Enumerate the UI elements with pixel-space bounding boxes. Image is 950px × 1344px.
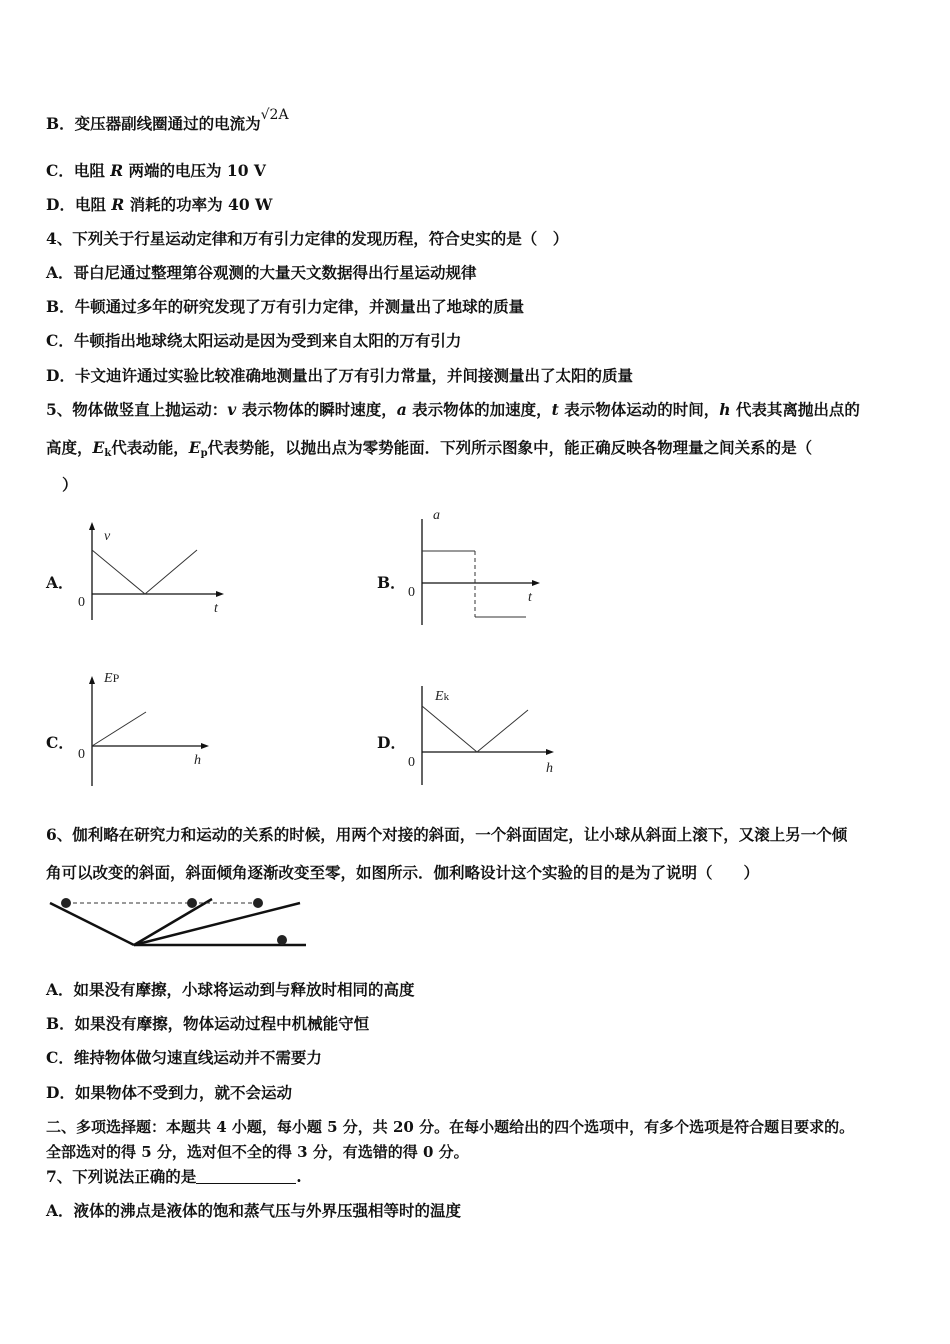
- option-label: B．: [46, 114, 75, 133]
- option-label: A．: [46, 263, 74, 282]
- var-h: h: [719, 400, 731, 419]
- q3-option-c: [46, 161, 266, 181]
- ball-horizontal: [277, 935, 287, 945]
- y-arrow-icon: [89, 522, 95, 530]
- q5-stem-line2: [46, 438, 812, 464]
- q6-stem-line2: 角可以改变的斜面，斜面倾角逐渐改变至零，如图所示．伽利略设计这个实验的目的是为了说明（ ）: [46, 863, 760, 882]
- q7-option-a: [46, 1201, 461, 1221]
- text: 表示物体的加速度，: [406, 400, 552, 419]
- subscript: k: [104, 448, 112, 459]
- option-text: 液体的沸点是液体的饱和蒸气压与外界压强相等时的温度: [73, 1201, 462, 1220]
- text: 高度，: [46, 438, 93, 457]
- y-label: a: [433, 508, 440, 523]
- q4-option-c: [46, 331, 461, 351]
- y-subscript: k: [443, 691, 450, 703]
- fixed-incline: [50, 903, 134, 945]
- option-text: 电阻: [73, 161, 111, 180]
- var-r: R: [110, 161, 124, 180]
- option-label: D．: [46, 195, 75, 214]
- origin-label: 0: [408, 585, 415, 600]
- text: 表示物体的瞬时速度，: [236, 400, 397, 419]
- svg-text:Ek: [434, 689, 450, 704]
- option-label: C．: [46, 331, 74, 350]
- x-label: h: [194, 753, 201, 768]
- text: 代表势能，以抛出点为零势能面．下列所示图象中，能正确反映各物理量之间关系的是（: [207, 438, 813, 457]
- option-label: B．: [46, 297, 75, 316]
- steep-incline: [134, 899, 212, 945]
- text: 7、下列说法正确的是: [46, 1167, 197, 1186]
- y-label: v: [104, 529, 111, 544]
- q6-option-a: [46, 980, 415, 1000]
- x-label: h: [546, 761, 553, 776]
- text: .: [296, 1167, 302, 1186]
- graph-c-label: C．: [46, 733, 74, 752]
- option-label: A．: [46, 1201, 74, 1220]
- graph-b-label: B．: [377, 573, 406, 592]
- option-text: 如果物体不受到力，就不会运动: [74, 1083, 292, 1102]
- option-text: 消耗的功率为 40 W: [124, 195, 273, 214]
- q5-stem-line1: [46, 400, 860, 420]
- ball-start: [61, 898, 71, 908]
- q3-option-b: [46, 107, 289, 135]
- y-label: E: [104, 671, 113, 686]
- q6-option-b: [46, 1014, 369, 1034]
- option-text: 卡文迪许通过实验比较准确地测量出了万有引力常量，并间接测量出了太阳的质量: [74, 366, 633, 385]
- y-subscript: P: [112, 671, 120, 685]
- x-arrow-icon: [216, 591, 224, 597]
- x-arrow-icon: [201, 743, 209, 749]
- ep-line: [92, 712, 146, 746]
- option-label: B．: [46, 1014, 75, 1033]
- origin-label: 0: [78, 595, 85, 610]
- option-text: 变压器副线圈通过的电流为: [74, 114, 261, 133]
- ball-steep: [187, 898, 197, 908]
- option-text: 维持物体做匀速直线运动并不需要力: [73, 1048, 322, 1067]
- section2-heading-line2: 全部选对的得 5 分，选对但不全的得 3 分，有选错的得 0 分。: [46, 1143, 469, 1161]
- subscript: p: [200, 448, 208, 459]
- option-text: 牛顿指出地球绕太阳运动是因为受到来自太阳的万有引力: [73, 331, 462, 350]
- q6-stem-line1: 6、伽利略在研究力和运动的关系的时候，用两个对接的斜面，一个斜面固定，让小球从斜面上滚下，又滚上另一个倾: [46, 825, 848, 844]
- graph-a: [70, 520, 240, 630]
- graph-d: [400, 680, 570, 790]
- x-label: t: [528, 590, 532, 605]
- y-arrow-icon: [89, 676, 95, 684]
- q7-stem: [46, 1167, 302, 1187]
- graph-c: [70, 668, 240, 788]
- graph-d-label: D．: [377, 733, 406, 752]
- graph-a-label: A．: [46, 573, 74, 592]
- text: 代表动能，: [111, 438, 189, 457]
- option-text: 牛顿通过多年的研究发现了万有引力定律，并测量出了地球的质量: [74, 297, 525, 316]
- q5-stem-line3: ）: [62, 475, 78, 494]
- v-curve: [92, 550, 197, 594]
- var-ek: E: [92, 438, 105, 457]
- option-label: C．: [46, 1048, 74, 1067]
- q6-option-d: [46, 1083, 292, 1103]
- text: 5、物体做竖直上抛运动：: [46, 400, 228, 419]
- option-label: D．: [46, 1083, 75, 1102]
- answer-blank: [196, 1169, 296, 1184]
- text: 表示物体运动的时间，: [558, 400, 720, 419]
- var-v: v: [227, 400, 237, 419]
- origin-label: 0: [78, 747, 85, 762]
- sqrt2-amp: √2A: [260, 107, 289, 123]
- text: 代表其离抛出点的: [730, 400, 860, 419]
- x-arrow-icon: [546, 749, 554, 755]
- galileo-inclined-planes-figure: [46, 895, 316, 955]
- q6-option-c: [46, 1048, 322, 1068]
- var-t: t: [551, 400, 559, 419]
- option-text: 电阻: [74, 195, 112, 214]
- origin-label: 0: [408, 755, 415, 770]
- ek-curve: [422, 706, 528, 752]
- option-label: C．: [46, 161, 74, 180]
- var-ep: E: [188, 438, 201, 457]
- option-text: 哥白尼通过整理第谷观测的大量天文数据得出行星运动规律: [73, 263, 477, 282]
- ball-gentle: [253, 898, 263, 908]
- var-a: a: [396, 400, 407, 419]
- option-label: A．: [46, 980, 74, 999]
- x-label: t: [214, 601, 218, 616]
- q4-stem: 4、下列关于行星运动定律和万有引力定律的发现历程，符合史实的是（ ）: [46, 229, 569, 248]
- q3-option-d: [46, 195, 272, 215]
- gentle-incline: [134, 903, 300, 945]
- svg-text:EP: [103, 671, 120, 686]
- y-label: E: [435, 689, 444, 704]
- q4-option-a: [46, 263, 477, 283]
- option-text: 两端的电压为 10 V: [123, 161, 266, 180]
- q4-option-d: [46, 366, 633, 386]
- option-text: 如果没有摩擦，小球将运动到与释放时相同的高度: [73, 980, 415, 999]
- q4-option-b: [46, 297, 524, 317]
- x-arrow-icon: [532, 580, 540, 586]
- option-text: 如果没有摩擦，物体运动过程中机械能守恒: [74, 1014, 370, 1033]
- graph-b: [400, 505, 570, 630]
- var-r: R: [111, 195, 125, 214]
- section2-heading-line1: 二、多项选择题：本题共 4 小题，每小题 5 分，共 20 分。在每小题给出的四个选项中，有多个选项是符合题目要求的。: [46, 1118, 855, 1136]
- option-label: D．: [46, 366, 75, 385]
